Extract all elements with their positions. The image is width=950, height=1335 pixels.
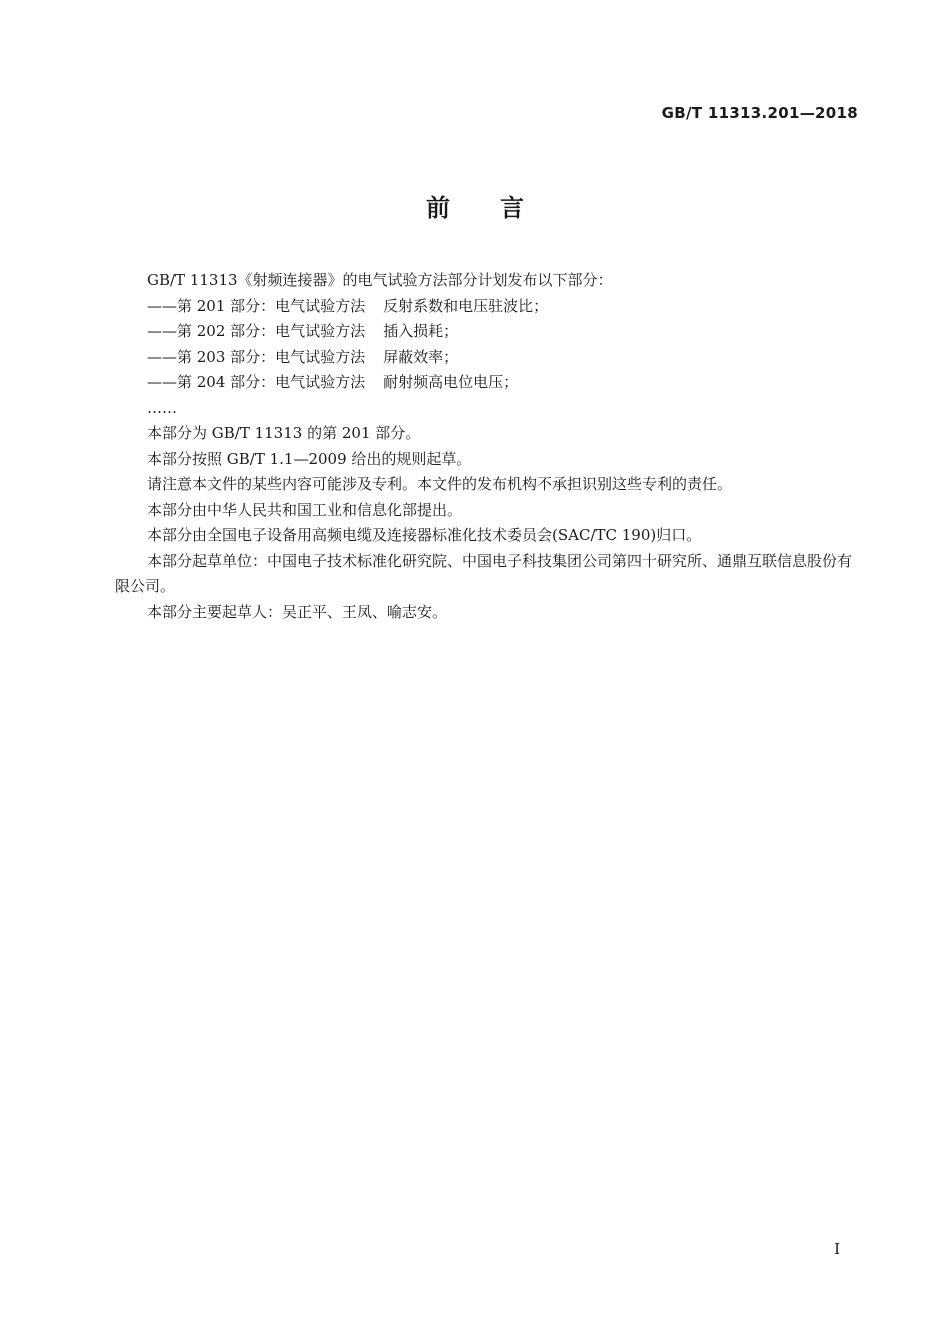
part-topic: 反射系数和电压驻波比； [383, 296, 549, 315]
paragraph-drafting-rules: 本部分按照 GB/T 1.1—2009 给出的规则起草。 [147, 449, 472, 468]
part-item [115, 294, 860, 320]
ellipsis: …… [147, 398, 177, 417]
paragraph-committee: 本部分由全国电子设备用高频电缆及连接器标准化技术委员会(SAC/TC 190)归口。 [147, 526, 702, 544]
part-prefix: ——第 202 部分：电气试验方法 [147, 322, 366, 340]
paragraph-drafting-units: 本部分起草单位：中国电子技术标准化研究院、中国电子科技集团公司第四十研究所、通鼎互联信息股份有限公司。 [115, 551, 853, 595]
page-title: 前言 [426, 194, 574, 222]
part-topic: 插入损耗； [383, 322, 459, 340]
part-topic: 耐射频高电位电压； [383, 373, 519, 391]
paragraph-patent-notice: 请注意本文件的某些内容可能涉及专利。本文件的发布机构不承担识别这些专利的责任。 [147, 475, 733, 493]
standard-number: GB/T 11313.201—2018 [661, 104, 858, 122]
part-prefix: ——第 201 部分：电气试验方法 [147, 296, 366, 315]
part-prefix: ——第 203 部分：电气试验方法 [147, 347, 366, 366]
part-prefix: ——第 204 部分：电气试验方法 [147, 373, 366, 391]
paragraph-part-scope: 本部分为 GB/T 11313 的第 201 部分。 [147, 424, 421, 442]
foreword-body [115, 268, 860, 625]
part-item [115, 370, 860, 396]
part-topic: 屏蔽效率； [383, 347, 459, 366]
page-number: I [834, 1240, 840, 1258]
part-item [115, 345, 860, 371]
paragraph-drafters: 本部分主要起草人：吴正平、王凤、喻志安。 [147, 602, 448, 621]
part-item [115, 319, 860, 345]
intro-paragraph: GB/T 11313《射频连接器》的电气试验方法部分计划发布以下部分： [147, 271, 613, 289]
paragraph-proposer: 本部分由中华人民共和国工业和信息化部提出。 [147, 500, 463, 519]
